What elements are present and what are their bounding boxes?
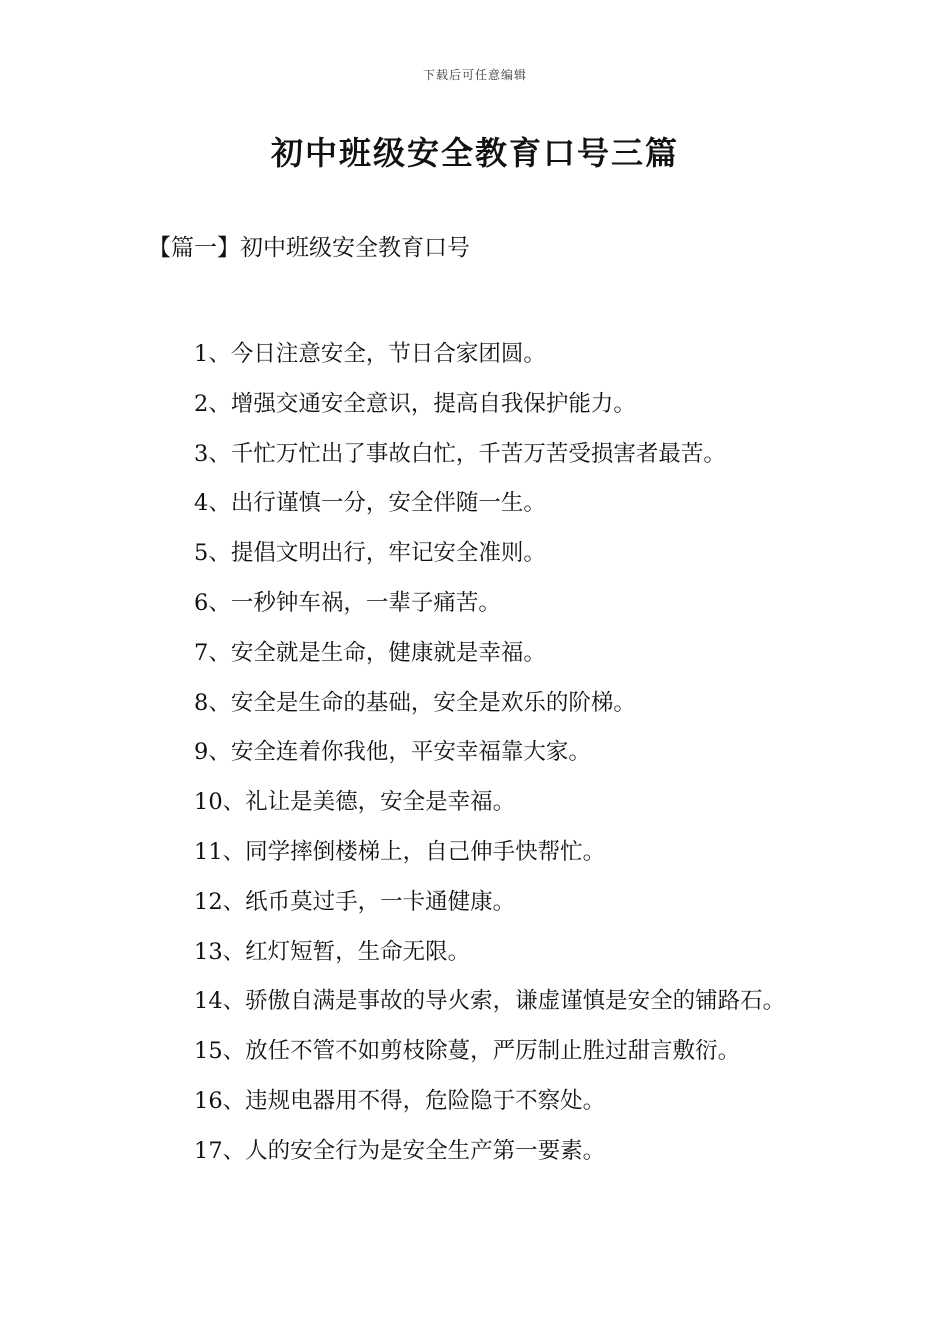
list-item: 6、一秒钟车祸，一辈子痛苦。 [194, 589, 501, 616]
list-item: 17、人的安全行为是安全生产第一要素。 [194, 1137, 606, 1164]
list-item: 12、纸币莫过手，一卡通健康。 [194, 888, 516, 915]
list-item: 5、提倡文明出行，牢记安全准则。 [194, 540, 546, 567]
list-item: 11、同学摔倒楼梯上，自己伸手快帮忙。 [194, 838, 606, 865]
list-item: 7、安全就是生命，健康就是幸福。 [194, 639, 546, 666]
section-heading: 【篇一】初中班级安全教育口号 [148, 235, 470, 261]
document-title: 初中班级安全教育口号三篇 [270, 134, 679, 172]
list-item: 4、出行谨慎一分，安全伴随一生。 [194, 490, 546, 517]
list-item: 13、红灯短暂，生命无限。 [194, 938, 471, 965]
list-item: 3、千忙万忙出了事故白忙，千苦万苦受损害者最苦。 [194, 440, 726, 467]
list-item: 1、今日注意安全，节日合家团圆。 [194, 341, 546, 367]
list-item: 2、增强交通安全意识，提高自我保护能力。 [194, 390, 636, 417]
list-item: 10、礼让是美德，安全是幸福。 [194, 789, 516, 816]
list-item: 15、放任不管不如剪枝除蔓，严厉制止胜过甜言敷衍。 [194, 1038, 741, 1065]
list-item: 16、违规电器用不得，危险隐于不察处。 [194, 1087, 606, 1114]
list-item: 8、安全是生命的基础，安全是欢乐的阶梯。 [194, 689, 636, 716]
list-item: 9、安全连着你我他，平安幸福靠大家。 [194, 739, 591, 766]
list-item: 14、骄傲自满是事故的导火索，谦虚谨慎是安全的铺路石。 [194, 988, 786, 1015]
slogan-list [148, 330, 820, 1177]
header-note: 下载后可任意编辑 [422, 68, 527, 82]
